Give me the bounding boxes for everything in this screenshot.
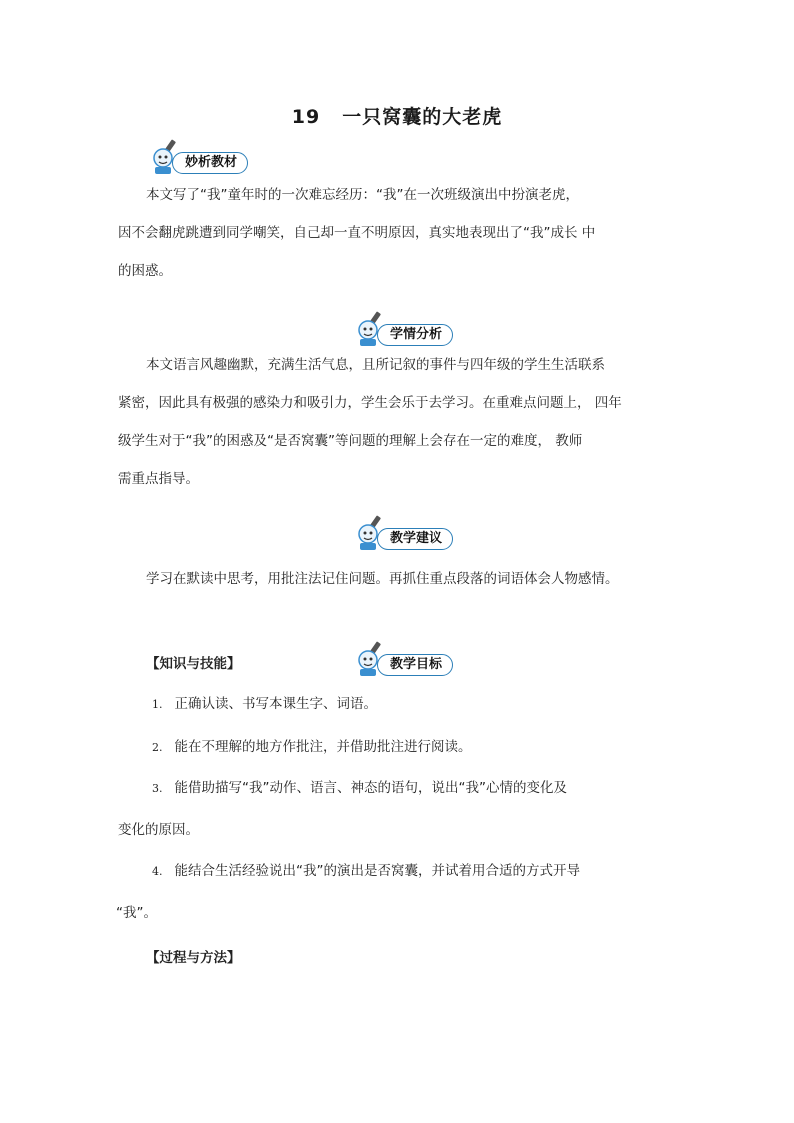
text-line: 需重点指导。 (118, 471, 199, 487)
miaoxi-paragraph (118, 176, 688, 290)
objective-item-3-continued: 变化的原因。 (118, 822, 199, 838)
lesson-number: 19 (291, 106, 321, 128)
jianyi-paragraph (118, 560, 688, 598)
objective-number: 2. (152, 741, 163, 754)
text-line: 的困惑。 (118, 263, 172, 279)
objective-item-4 (152, 852, 580, 891)
text-line: 因不会翻虎跳遭到同学嘲笑，自己却一直不明原因，真实地表现出了“我”成长 中 (118, 225, 596, 241)
objective-text: 正确认读、书写本课生字、词语。 (174, 696, 377, 712)
objective-text: 能在不理解的地方作批注，并借助批注进行阅读。 (174, 739, 472, 755)
section-badge-label: 学情分析 (377, 324, 453, 346)
objective-text: 能借助描写“我”动作、语言、神态的语句，说出“我”心情的变化及 (174, 780, 567, 796)
text-line: 紧密，因此具有极强的感染力和吸引力，学生会乐于去学习。在重难点问题上， 四年 (118, 395, 622, 411)
text-line: 级学生对于“我”的困惑及“是否窝囊”等问题的理解上会存在一定的难度， 教师 (118, 433, 583, 449)
section-badge-label: 妙析教材 (172, 152, 248, 174)
objective-item-2 (152, 728, 472, 767)
knowledge-skills-label: 【知识与技能】 (146, 656, 241, 672)
objective-item-4-continued: “我”。 (116, 905, 157, 921)
objective-number: 1. (152, 698, 163, 711)
objective-number: 4. (152, 865, 163, 878)
section-badge-label: 教学目标 (377, 654, 453, 676)
text-line: 本文语言风趣幽默，充满生活气息，且所记叙的事件与四年级的学生生活联系 (146, 357, 605, 373)
section-badge-label: 教学建议 (377, 528, 453, 550)
objective-item-1 (152, 685, 377, 724)
lesson-title-text: 一只窝囊的大老虎 (342, 106, 503, 128)
text-line: 本文写了“我”童年时的一次难忘经历：“我”在一次班级演出中扮演老虎， (146, 187, 579, 203)
text-line: 学习在默读中思考，用批注法记住问题。再抓住重点段落的词语体会人物感情。 (146, 571, 619, 587)
xueqing-paragraph (118, 346, 688, 498)
objective-text: 能结合生活经验说出“我”的演出是否窝囊，并试着用合适的方式开导 (174, 863, 580, 879)
lesson-title (0, 102, 794, 129)
objective-item-3 (152, 769, 567, 808)
process-methods-label: 【过程与方法】 (146, 950, 241, 966)
objective-number: 3. (152, 782, 163, 795)
